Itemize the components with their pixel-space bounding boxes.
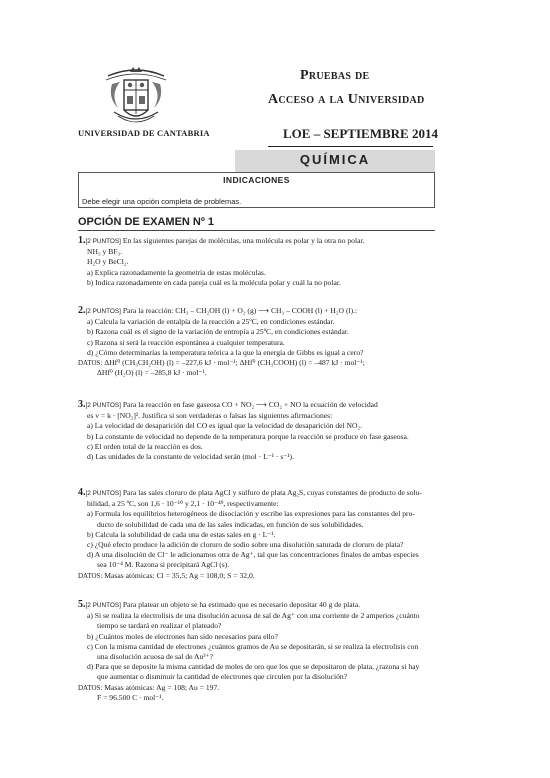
question-part-c: c) ¿Qué efecto produce la adición de cloruro de sodio sobre una disolución saturada de cloruro de plata? [87, 540, 404, 550]
question-part-a-cont: tiempo se tardará en realizar el plateado? [97, 621, 222, 631]
question-part-b: b) La constante de velocidad no depende de la temperatura porque la reacción se produce en fase gaseosa. [87, 431, 409, 441]
subject-title: QUÍMICA [299, 152, 371, 167]
instructions-title: INDICACIONES [223, 175, 290, 185]
question-part-a: a) Formula los equilibrios heterogéneos de disociación y escribe las expresiones para las constantes del pro- [87, 509, 415, 519]
question-part-d-cont: sea 10⁻⁴ M. Razona si precipitará AgCl (s). [97, 560, 230, 570]
question-points: [2 PUNTOS] [85, 490, 121, 497]
question-points: [2 PUNTOS] [85, 238, 121, 245]
instructions-box [78, 172, 435, 208]
question-4 [78, 488, 448, 581]
question-points: [2 PUNTOS] [85, 308, 121, 315]
question-part-c: c) Razona si será la reacción espontánea a cualquier temperatura. [87, 337, 285, 347]
question-part-b: b) Razona cuál es el signo de la variación de entropía a 25ºC, en condiciones estándar. [87, 327, 349, 337]
question-part-b: b) Calcula la solubilidad de cada una de estas sales en g · L⁻¹. [87, 529, 276, 539]
question-part-a: a) La velocidad de desaparición del CO es igual que la velocidad de desaparición del NO₂. [87, 421, 363, 431]
question-text-cont: bilidad, a 25 ºC, son 1,6 · 10⁻¹⁰ y 2,1 · 10⁻⁴⁹, respectivamente: [87, 499, 279, 509]
question-part-a: a) Si se realiza la electrolisis de una disolución acuosa de sal de Ag⁺ con una corriente de 2 amperios ¿cuánto [87, 611, 420, 621]
question-text: Para la reacción en fase gaseosa CO + NO₂ ⟶ CO₂ + NO la ecuación de velocidad [122, 400, 378, 409]
question-part-a: a) Calcula la variación de entalpía de la reacción a 25ºC, en condiciones estándar. [87, 317, 335, 327]
datos-text: Masas atómicas: Ag = 108; Au = 197. [104, 682, 220, 692]
title-line-1: Pruebas de [300, 68, 370, 83]
question-part-d: d) ¿Cómo determinarías la temperatura teórica a la que la energía de Gibbs es igual a cero? [87, 347, 364, 357]
question-5 [78, 600, 448, 703]
question-1 [78, 236, 448, 288]
datos-label: DATOS: [78, 359, 103, 368]
question-text: Para las sales cloruro de plata AgCl y sulfuro de plata Ag₂S, cuyas constantes de producto de solu- [122, 488, 422, 497]
title-line-2: Acceso a la Universidad [268, 92, 425, 107]
session-title: LOE – SEPTIEMBRE 2014 [283, 126, 438, 141]
datos-label: DATOS: [78, 571, 103, 580]
instructions-text: Debe elegir una opción completa de problemas. [82, 197, 242, 206]
datos-text: F = 96.500 C · mol⁻¹. [97, 692, 164, 702]
question-number: 4. [78, 487, 86, 498]
question-number: 3. [78, 399, 86, 410]
datos-text: Masas atómicas: Cl = 35,5; Ag = 108,0; S = 32,0. [104, 570, 255, 580]
session-underline [268, 146, 433, 147]
datos-text: ΔHf⁰ (H₂O) (l) = –285,8 kJ · mol⁻¹. [97, 368, 207, 378]
question-points: [2 PUNTOS] [85, 602, 121, 609]
question-part-c: c) Con la misma cantidad de electrones ¿cuántos gramos de Au se depositarán, si se realiza la electrolisis con [87, 641, 419, 651]
question-text: Para platear un objeto se ha estimado que es necesario depositar 40 g de plata. [122, 600, 361, 609]
question-points: [2 PUNTOS] [85, 402, 121, 409]
question-text: En las siguientes parejas de moléculas, una molécula es polar y la otra no polar. [122, 236, 365, 245]
option-title: OPCIÓN DE EXAMEN Nº 1 [78, 216, 215, 228]
question-part-d: d) Para que se deposite la misma cantidad de moles de oro que los que se depositaron de plata, ¿razona si hay [87, 662, 420, 672]
question-part-c-cont: una disolución acuosa de sal de Au³⁺? [97, 652, 213, 662]
question-part-a-cont: ducto de solubilidad de cada una de las sales indicadas, en función de sus solubilidades. [97, 519, 364, 529]
question-part-d-cont: que aumentar o disminuir la cantidad de electrones que circulen por la disolución? [97, 672, 348, 682]
question-part-a: a) Explica razonadamente la geometría de estas moléculas. [87, 267, 266, 277]
question-number: 2. [78, 305, 86, 316]
datos-label: DATOS: [78, 683, 103, 692]
question-3 [78, 400, 448, 462]
question-text-cont: es v = k · [NO₂]². Justifica si son verdaderas o falsas las siguientes afirmaciones: [87, 411, 333, 421]
question-part-b: b) ¿Cuántos moles de electrones han sido necesarios para ello? [87, 631, 278, 641]
datos-text: ΔHf⁰ (CH₃CH₂OH) (l) = –227,6 kJ · mol⁻¹; ΔHf⁰ (CH₃COOH) (l) = –487 kJ · mol⁻¹; [104, 358, 365, 368]
question-part-c: c) El orden total de la reacción es dos. [87, 441, 203, 451]
question-line: NH₃ y BF₃. [87, 247, 123, 257]
question-part-d: d) A una disolución de Cl⁻ le adicionamos otra de Ag⁺, tal que las concentraciones finales de ambas especies [87, 550, 419, 560]
question-part-d: d) Las unidades de la constante de velocidad serán (mol · L⁻¹ · s⁻¹). [87, 452, 294, 462]
question-number: 1. [78, 235, 86, 246]
question-part-b: b) Indica razonadamente en cada pareja cuál es la molécula polar y cuál la no polar. [87, 277, 341, 287]
question-number: 5. [78, 599, 86, 610]
question-line: H₂O y BeCl₂. [87, 257, 129, 267]
option-divider [78, 230, 435, 231]
university-name: UNIVERSIDAD DE CANTABRIA [78, 128, 210, 138]
question-2 [78, 306, 448, 378]
question-text: Para la reacción: CH₃ – CH₂OH (l) + O₂ (g) ⟶ CH₃ – COOH (l) + H₂O (l).: [122, 306, 358, 315]
university-crest-logo [100, 66, 172, 128]
